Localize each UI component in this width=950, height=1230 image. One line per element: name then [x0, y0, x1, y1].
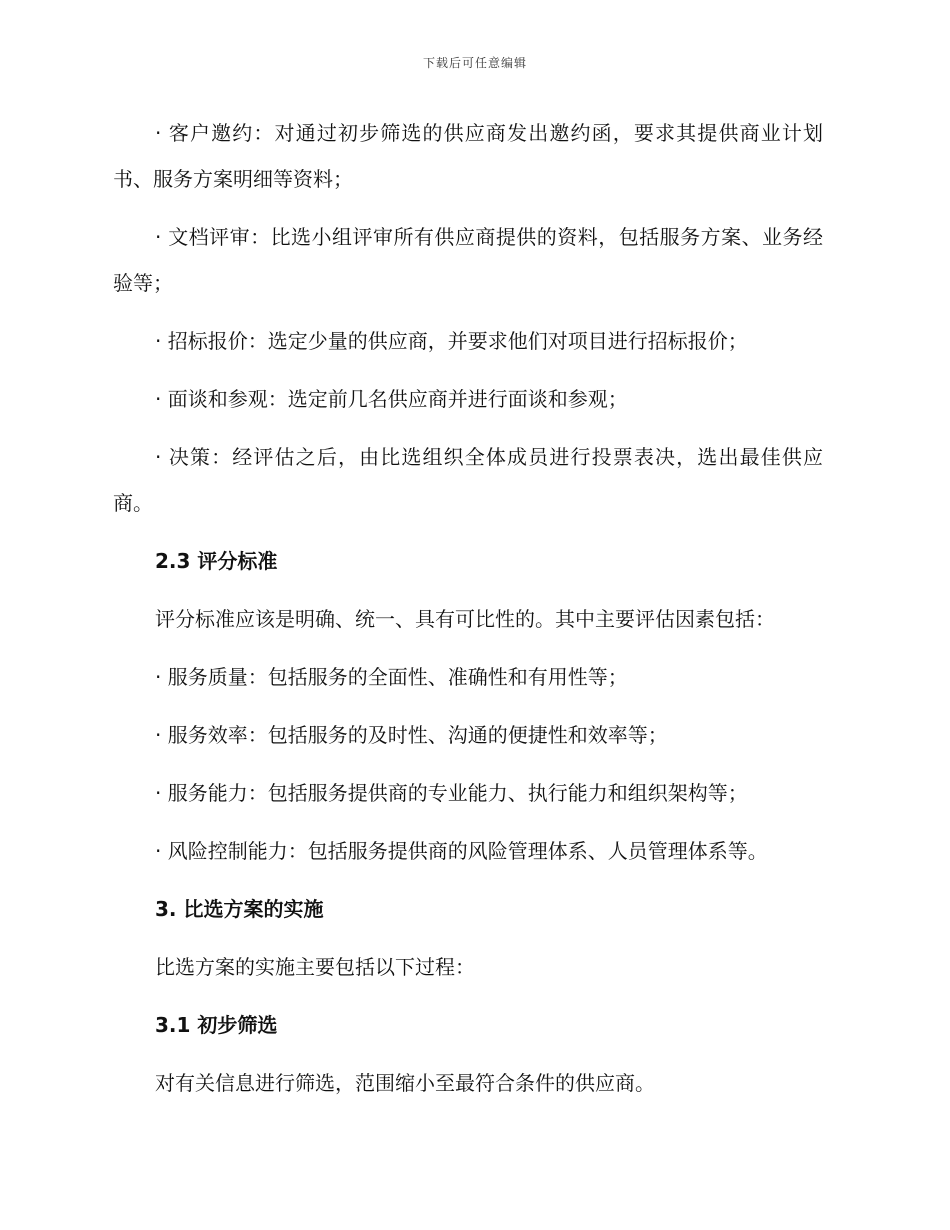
initial-screening-text: 对有关信息进行筛选，范围缩小至最符合条件的供应商。 — [155, 1071, 655, 1095]
bullet-interview-visit: · 面谈和参观：选定前几名供应商并进行面谈和参观； — [155, 387, 628, 411]
bullet-risk-control: · 风险控制能力：包括服务提供商的风险管理体系、人员管理体系等。 — [155, 839, 768, 863]
document-body — [113, 110, 823, 1118]
section-heading-2-3: 2.3 评分标准 — [155, 549, 278, 573]
section-heading-3: 3. 比选方案的实施 — [155, 897, 324, 921]
page-header: 下载后可任意编辑 — [422, 56, 527, 70]
bullet-service-capability: · 服务能力：包括服务提供商的专业能力、执行能力和组织架构等； — [155, 781, 748, 805]
implementation-intro: 比选方案的实施主要包括以下过程： — [155, 955, 475, 979]
bullet-service-efficiency: · 服务效率：包括服务的及时性、沟通的便捷性和效率等； — [155, 723, 668, 747]
bullet-decision: · 决策：经评估之后，由比选组织全体成员进行投票表决，选出最佳供应商。 — [113, 445, 823, 515]
bullet-customer-invitation: · 客户邀约：对通过初步筛选的供应商发出邀约函，要求其提供商业计划书、服务方案明细等资料； — [113, 121, 823, 191]
section-heading-3-1: 3.1 初步筛选 — [155, 1013, 278, 1037]
bullet-document-review: · 文档评审：比选小组评审所有供应商提供的资料，包括服务方案、业务经验等； — [113, 225, 823, 295]
scoring-intro: 评分标准应该是明确、统一、具有可比性的。其中主要评估因素包括： — [155, 607, 775, 631]
bullet-service-quality: · 服务质量：包括服务的全面性、准确性和有用性等； — [155, 665, 628, 689]
bullet-bid-quotation: · 招标报价：选定少量的供应商，并要求他们对项目进行招标报价； — [155, 329, 748, 353]
